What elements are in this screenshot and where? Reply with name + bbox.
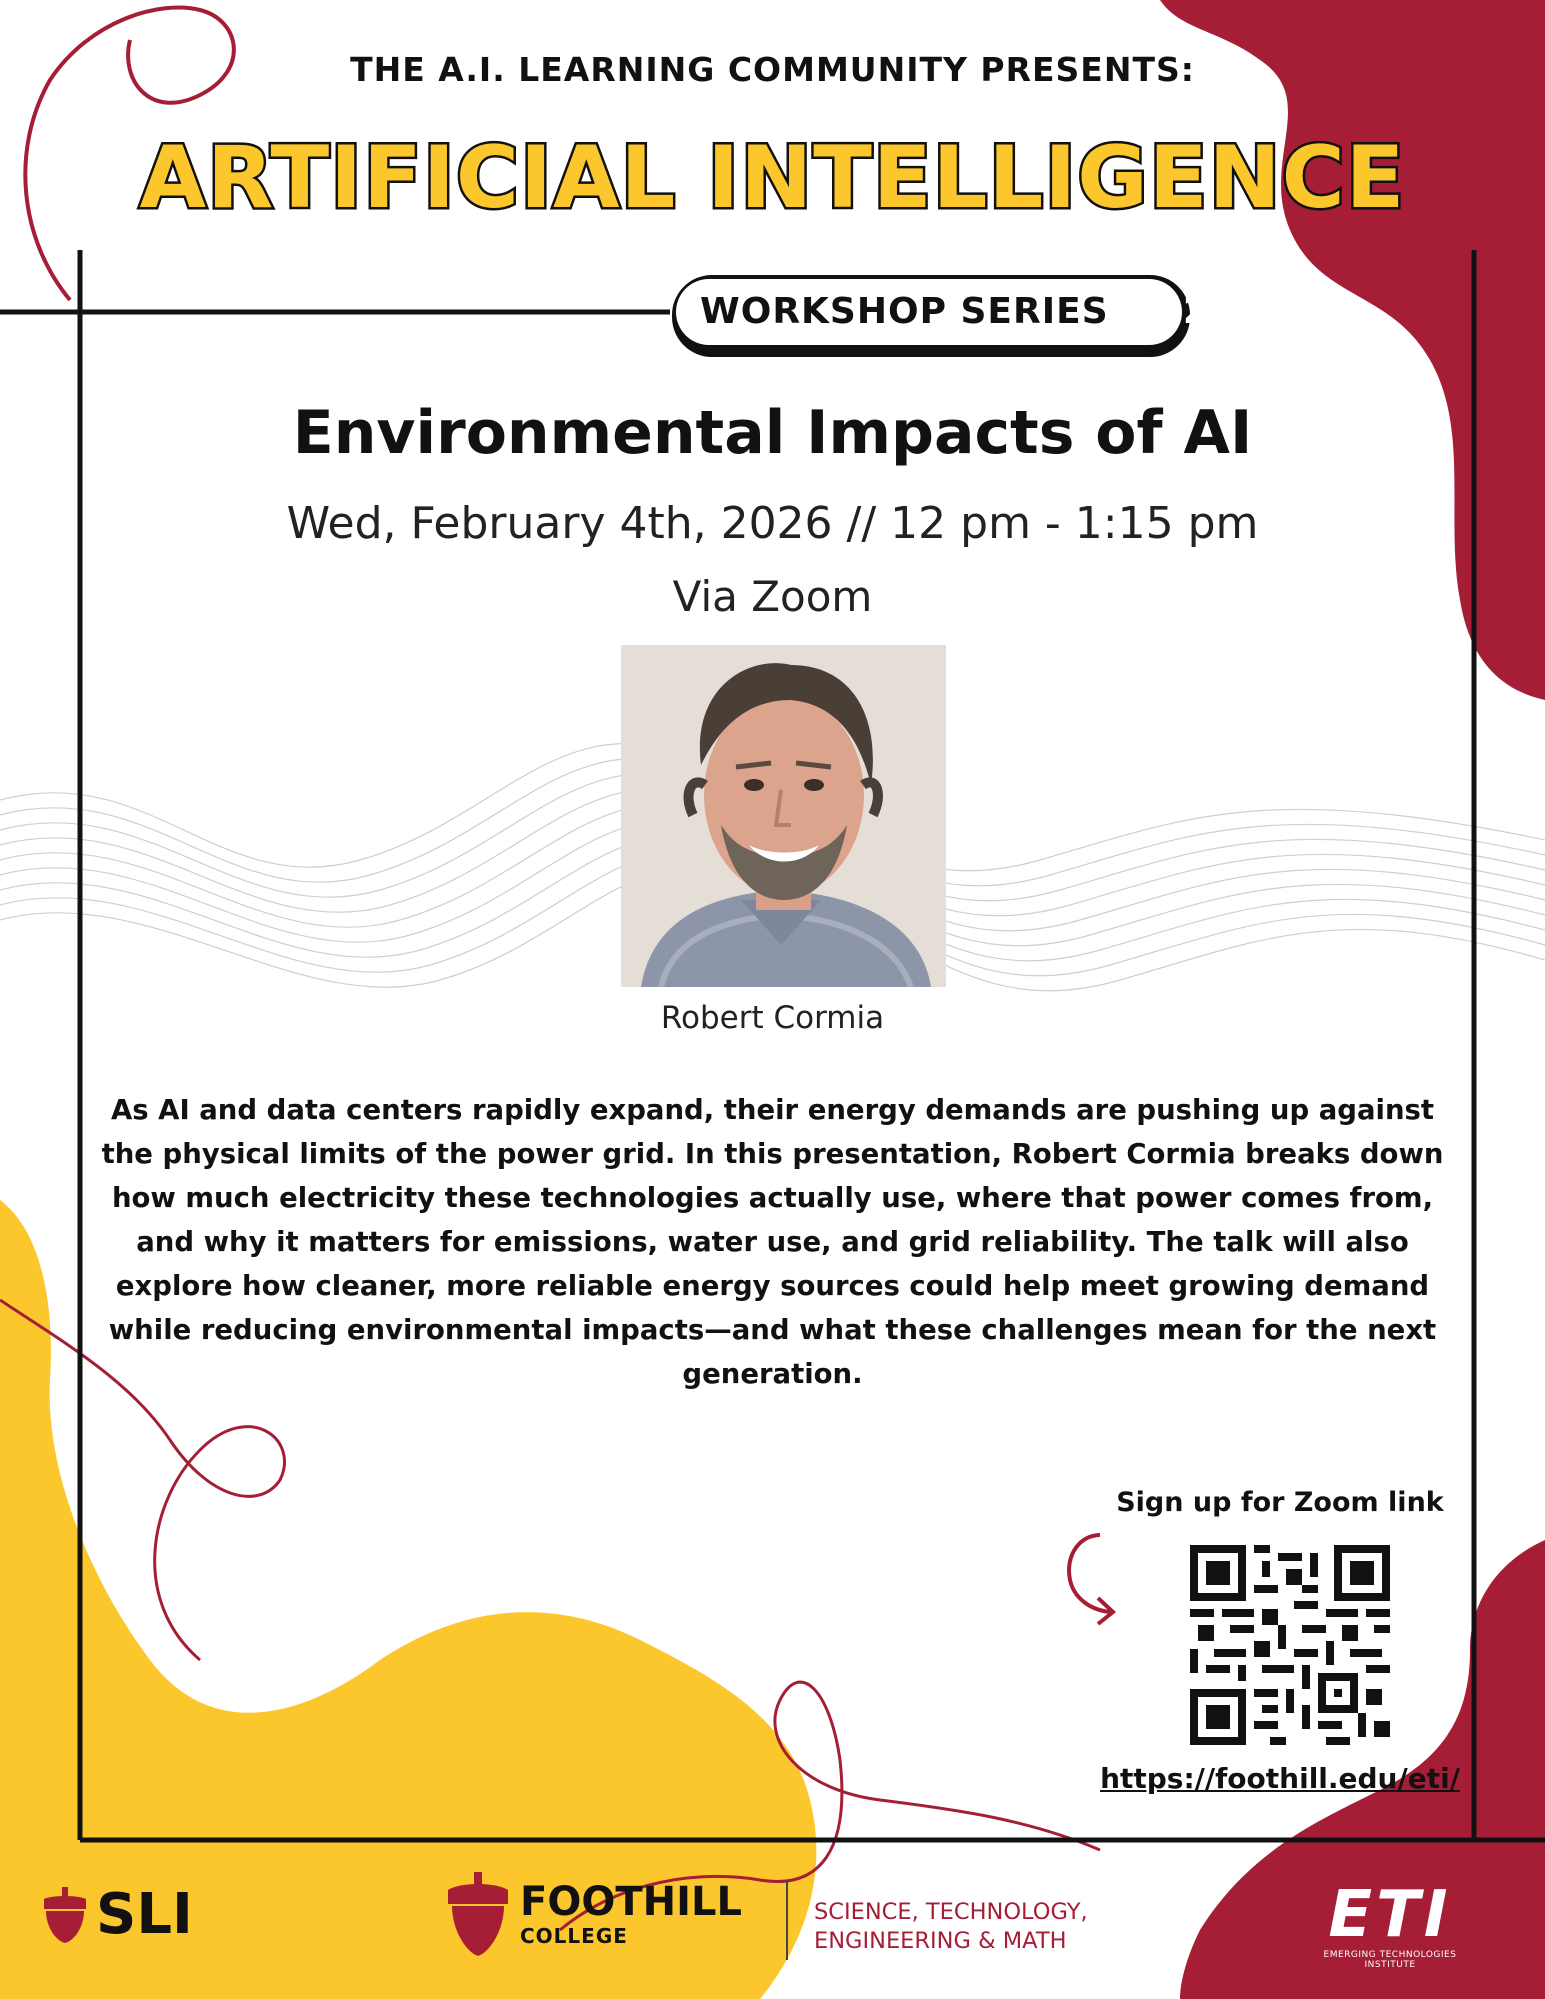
signup-url-link[interactable]: https://foothill.edu/eti/ xyxy=(1100,1762,1460,1795)
eti-subtitle: EMERGING TECHNOLOGIES INSTITUTE xyxy=(1323,1950,1457,1970)
foothill-logo xyxy=(446,1872,742,1956)
foothill-text: FOOTHILL xyxy=(520,1879,742,1925)
presents-heading: THE A.I. LEARNING COMMUNITY PRESENTS: xyxy=(350,50,1195,89)
event-title: Environmental Impacts of AI xyxy=(292,398,1253,468)
signup-label: Sign up for Zoom link xyxy=(1116,1487,1444,1518)
eti-text: ETI xyxy=(1328,1878,1452,1952)
sli-text: SLI xyxy=(96,1882,193,1947)
series-year: 2025-26 xyxy=(1183,291,1349,332)
speaker-photo xyxy=(621,645,946,987)
speaker-name: Robert Cormia xyxy=(660,1000,885,1036)
acorn-icon xyxy=(446,1872,510,1956)
eti-logo xyxy=(1300,1880,1480,1970)
event-description: As AI and data centers rapidly expand, their energy demands are pushing up against the physical limits of the power grid. In this presentation, Robert Cormia breaks down how much electricity these technologies actually use, where that power comes from, and why it matters for emissions, water use, and grid reliability. The talk will also explore how cleaner, more reliable energy sources could help meet growing demand while reducing environmental impacts—and what these challenges mean for the next generation. xyxy=(101,1094,1444,1390)
stem-division xyxy=(814,1898,1094,1956)
event-date-time: Wed, February 4th, 2026 // 12 pm - 1:15 pm xyxy=(286,498,1259,549)
logo-divider xyxy=(786,1880,788,1960)
qr-code[interactable] xyxy=(1190,1545,1390,1745)
college-text: COLLEGE xyxy=(520,1924,628,1948)
event-location: Via Zoom xyxy=(672,572,873,621)
arrow-curve xyxy=(1069,1535,1110,1612)
stem-line-2: ENGINEERING & MATH xyxy=(814,1928,1067,1954)
series-label: WORKSHOP SERIES xyxy=(700,291,1109,332)
stem-line-1: SCIENCE, TECHNOLOGY, xyxy=(814,1899,1088,1925)
sli-logo xyxy=(42,1882,193,1947)
main-title: ARTIFICIAL INTELLIGENCE xyxy=(139,128,1406,228)
acorn-icon xyxy=(42,1887,88,1943)
